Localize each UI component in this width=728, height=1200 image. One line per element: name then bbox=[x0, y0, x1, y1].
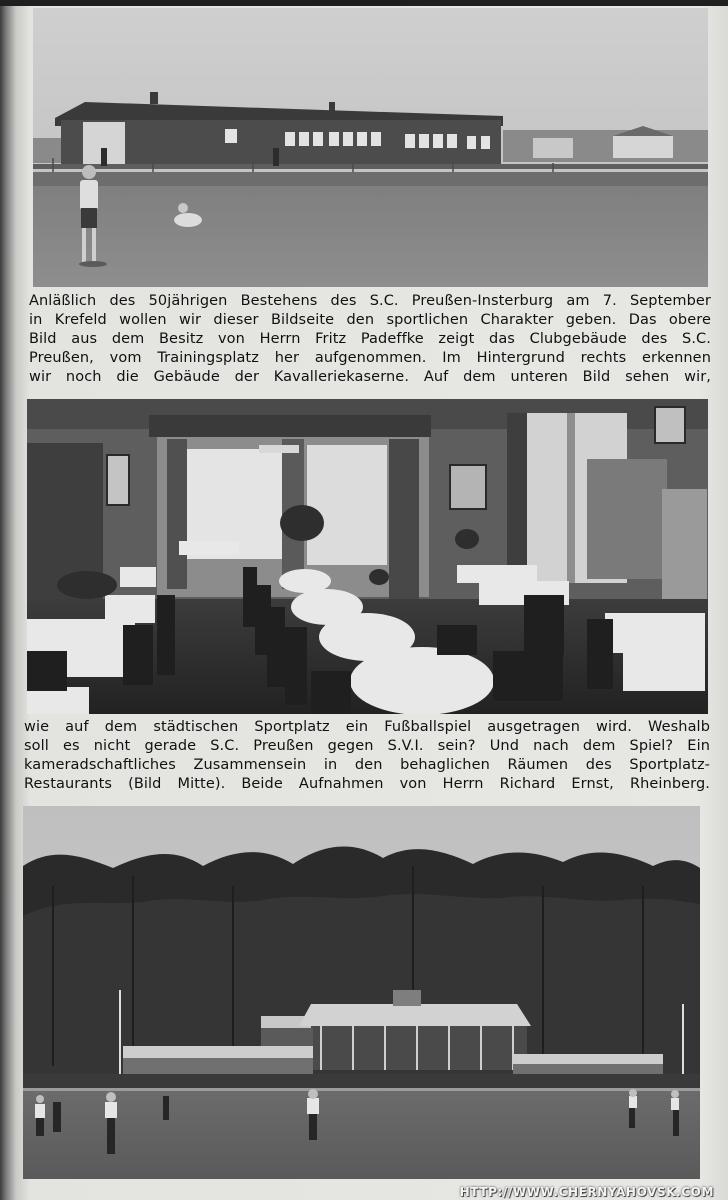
caption-line: Anläßlich des 50jährigen Bestehens des S.C. Preußen-Insterburg am 7. September bbox=[29, 293, 711, 309]
caption-continuation bbox=[24, 718, 710, 794]
photo-football-match bbox=[23, 806, 700, 1179]
watermark-url: HTTP://WWW.CHERNYAHOVSK.COM bbox=[459, 1185, 714, 1199]
restaurant-illustration bbox=[27, 399, 708, 714]
caption-line: Bild aus dem Besitz von Herrn Fritz Padeffke zeigt das Clubgebäude des S.C. bbox=[29, 331, 711, 347]
caption-line: Preußen, vom Trainingsplatz her aufgenommen. Im Hintergrund rechts erkennen bbox=[29, 350, 711, 366]
photo-clubhouse bbox=[33, 8, 708, 287]
caption-line: kameradschaftliches Zusammensein in den behaglichen Räumen des Sportplatz- bbox=[24, 757, 710, 773]
caption-line: Restaurants (Bild Mitte). Beide Aufnahmen von Herrn Richard Ernst, Rheinberg. bbox=[24, 776, 710, 792]
caption-line: wir noch die Gebäude der Kavalleriekaserne. Auf dem unteren Bild sehen wir, bbox=[29, 369, 711, 385]
caption-line: wie auf dem städtischen Sportplatz ein Fußballspiel ausgetragen wird. Weshalb bbox=[24, 719, 710, 735]
photo-restaurant bbox=[27, 399, 708, 714]
caption-intro bbox=[29, 292, 711, 387]
stadium-illustration bbox=[23, 806, 700, 1179]
clubhouse-illustration bbox=[33, 8, 708, 287]
caption-line: in Krefeld wollen wir dieser Bildseite den sportlichen Charakter geben. Das obere bbox=[29, 312, 711, 328]
caption-line: soll es nicht gerade S.C. Preußen gegen S.V.I. sein? Und nach dem Spiel? Ein bbox=[24, 738, 710, 754]
